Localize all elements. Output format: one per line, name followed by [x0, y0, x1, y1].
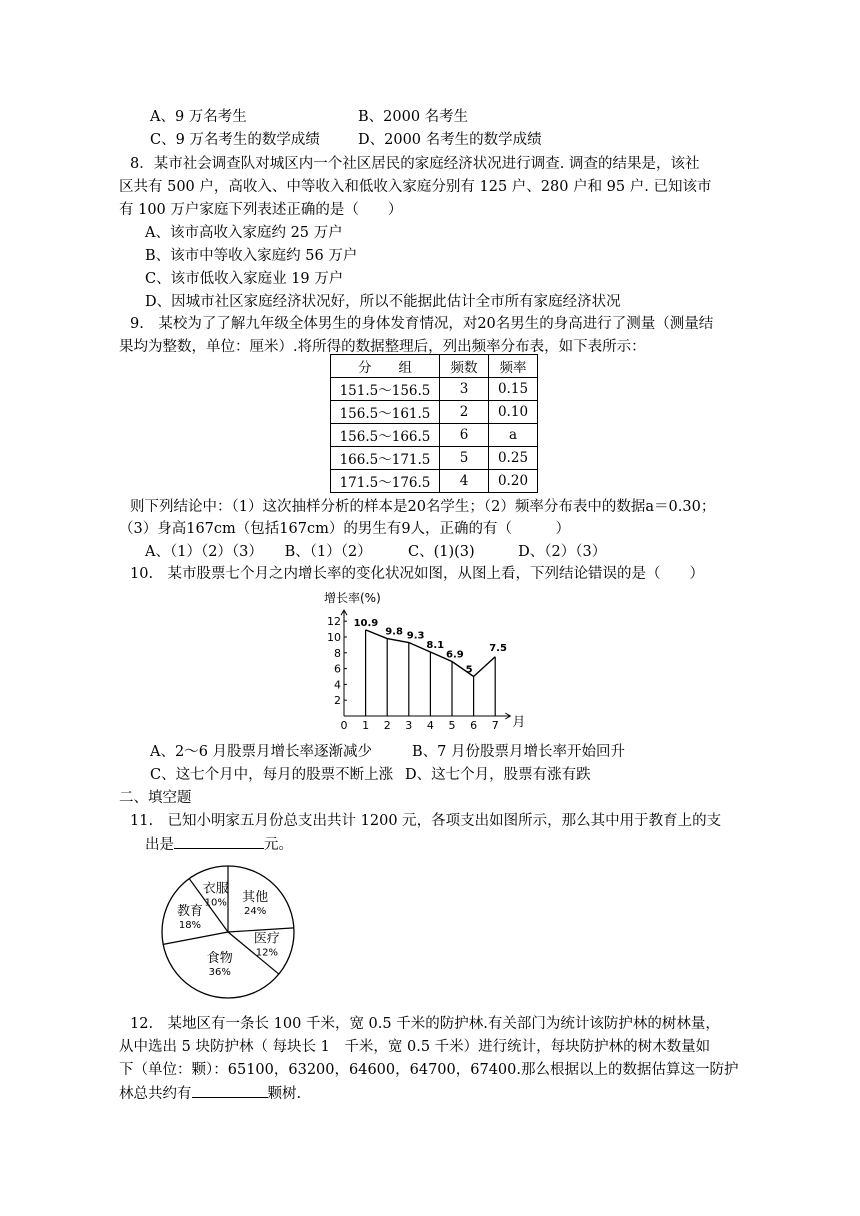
- x-tick-label: 1: [362, 719, 370, 732]
- data-label: 9.8: [385, 626, 403, 638]
- q7-option-d: D、2000 名考生的数学成绩: [358, 132, 542, 148]
- table-header-group: 分 组: [331, 355, 440, 378]
- q9-after1: 则下列结论中：（1）这次抽样分析的样本是20名学生；（2）频率分布表中的数据a＝0.30；: [130, 499, 716, 515]
- y-tick-label: 4: [334, 678, 341, 692]
- data-label: 5: [465, 664, 473, 676]
- table-cell: 3: [440, 378, 489, 401]
- pie-slice-percent: 12%: [255, 947, 279, 959]
- table-cell: 0.25: [489, 447, 538, 470]
- frequency-table: [330, 354, 538, 493]
- pie-slice-label: 医疗: [253, 931, 280, 947]
- x-tick-label: 5: [448, 719, 456, 732]
- q12-line4-end: 颗树.: [267, 1086, 302, 1102]
- q10-option-c: C、这七个月中，每月的股票不断上涨: [150, 767, 394, 783]
- data-label: 7.5: [489, 642, 507, 654]
- y-tick-label: 10: [327, 631, 341, 644]
- q8-line2: 区共有 500 户，高收入、中等收入和低收入家庭分别有 125 户、280 户和 95 户. 已知该市: [119, 179, 712, 195]
- q9-line1: 9. 某校为了了解九年级全体男生的身体发育情况，对20名男生的身高进行了测量（测量结: [130, 316, 714, 332]
- table-header-count: 频数: [440, 355, 489, 378]
- pie-slice-label: 衣服: [202, 881, 229, 897]
- table-row: [331, 470, 538, 493]
- q8-option-d: D、因城市社区家庭经济状况好，所以不能据此估计全市所有家庭经济状况: [145, 294, 621, 310]
- q9-options: A、（1）（2）（3） B、（1）（2） C、(1)(3) D、（2）（3）: [145, 544, 607, 560]
- y-tick-label: 6: [334, 662, 341, 676]
- q10-option-a: A、2～6 月股票月增长率逐渐减少: [150, 744, 373, 760]
- table-cell: 156.5～161.5: [331, 401, 440, 424]
- q11-line2-start: 出是: [145, 837, 174, 853]
- data-label: 8.1: [426, 640, 445, 652]
- q8-line1: 8．某市社会调查队对城区内一个社区居民的家庭经济状况进行调查. 调查的结果是，该社: [130, 156, 700, 172]
- table-cell: 0.10: [489, 401, 538, 424]
- table-cell: 166.5～171.5: [331, 447, 440, 470]
- q12-line1: 12. 某地区有一条长 100 千米，宽 0.5 千米的防护林.有关部门为统计该防护林的树林量，: [130, 1016, 720, 1032]
- table-header-row: [331, 355, 538, 378]
- table-cell: 5: [440, 447, 489, 470]
- table-cell: 151.5～156.5: [331, 378, 440, 401]
- table-row: [331, 401, 538, 424]
- q12-line3: 下（单位：颗）：65100，63200，64600，64700，67400.那么根据以上的数据估算这一防护: [119, 1062, 739, 1078]
- table-header-frequency: 频率: [489, 355, 538, 378]
- q7-option-c: C、9 万名考生的数学成绩: [150, 132, 320, 148]
- pie-slice-percent: 10%: [204, 897, 227, 909]
- q7-option-a: A、9 万名考生: [150, 109, 247, 125]
- y-tick-label: 12: [327, 615, 341, 629]
- table-cell: 2: [440, 401, 489, 424]
- data-label: 6.9: [446, 649, 464, 661]
- pie-slice-percent: 36%: [208, 966, 231, 978]
- q10-option-b: B、7 月份股票月增长率开始回升: [412, 744, 625, 760]
- q8-option-a: A、该市高收入家庭约 25 万户: [145, 225, 343, 241]
- x-tick-label: 6: [470, 719, 478, 732]
- q7-option-b: B、2000 名考生: [358, 109, 469, 125]
- table-cell: 6: [440, 424, 489, 447]
- table-row: [331, 447, 538, 470]
- data-label: 10.9: [353, 617, 379, 629]
- q11-answer-blank[interactable]: [174, 834, 264, 849]
- q10-line1: 10. 某市股票七个月之内增长率的变化状况如图，从图上看，下列结论错误的是（ ）: [130, 566, 705, 582]
- table-cell: 171.5～176.5: [331, 470, 440, 493]
- q12-line4: [119, 1083, 301, 1104]
- q9-after2: （3）身高167cm（包括167cm）的男生有9人，正确的有（ ）: [119, 521, 571, 537]
- table-cell: 156.5～166.5: [331, 424, 440, 447]
- x-tick-label: 7: [491, 719, 499, 732]
- expense-pie-chart: [156, 864, 300, 1000]
- growth-rate-line-chart: [316, 588, 546, 736]
- pie-slice-label: 其他: [242, 890, 269, 906]
- x-tick-label: 0: [340, 719, 348, 732]
- q12-line2: 从中选出 5 块防护林（ 每块长 1 千米，宽 0.5 千米）进行统计，每块防护林的树木数量如: [119, 1039, 711, 1055]
- table-cell: a: [489, 424, 538, 447]
- pie-slice-label: 食物: [206, 950, 233, 966]
- q8-option-b: B、该市中等收入家庭约 56 万户: [145, 248, 358, 264]
- q11-line2-end: 元。: [264, 837, 293, 853]
- q8-option-c: C、该市低收入家庭业 19 万户: [145, 271, 344, 287]
- q12-answer-blank[interactable]: [192, 1083, 268, 1098]
- table-row: [331, 378, 538, 401]
- data-label: 9.3: [406, 630, 425, 642]
- x-tick-label: 4: [426, 719, 434, 732]
- pie-slice-percent: 24%: [243, 906, 267, 918]
- x-tick-label: 3: [405, 719, 413, 732]
- table-cell: 4: [440, 470, 489, 493]
- pie-slice-percent: 18%: [178, 919, 202, 931]
- table-cell: 0.15: [489, 378, 538, 401]
- table-cell: 0.20: [489, 470, 538, 493]
- q11-line1: 11. 已知小明家五月份总支出共计 1200 元，各项支出如图所示，那么其中用于教育上的支: [130, 813, 722, 829]
- x-axis-label: 月: [512, 715, 526, 730]
- y-tick-label: 8: [334, 646, 341, 660]
- y-axis-label: 增长率(%): [324, 591, 381, 605]
- y-tick-label: 2: [334, 694, 341, 708]
- q11-line2: [145, 834, 293, 855]
- q12-line4-start: 林总共约有: [119, 1086, 192, 1102]
- q9-line2: 果均为整数，单位：厘米）.将所得的数据整理后，列出频率分布表，如下表所示：: [119, 339, 646, 355]
- x-tick-label: 2: [383, 719, 391, 732]
- pie-slice-label: 教育: [176, 903, 203, 919]
- q8-line3: 有 100 万户家庭下列表述正确的是（ ）: [119, 202, 403, 218]
- q10-option-d: D、这七个月，股票有涨有跌: [405, 767, 591, 783]
- table-row: [331, 424, 538, 447]
- section-title: 二、填空题: [119, 790, 192, 806]
